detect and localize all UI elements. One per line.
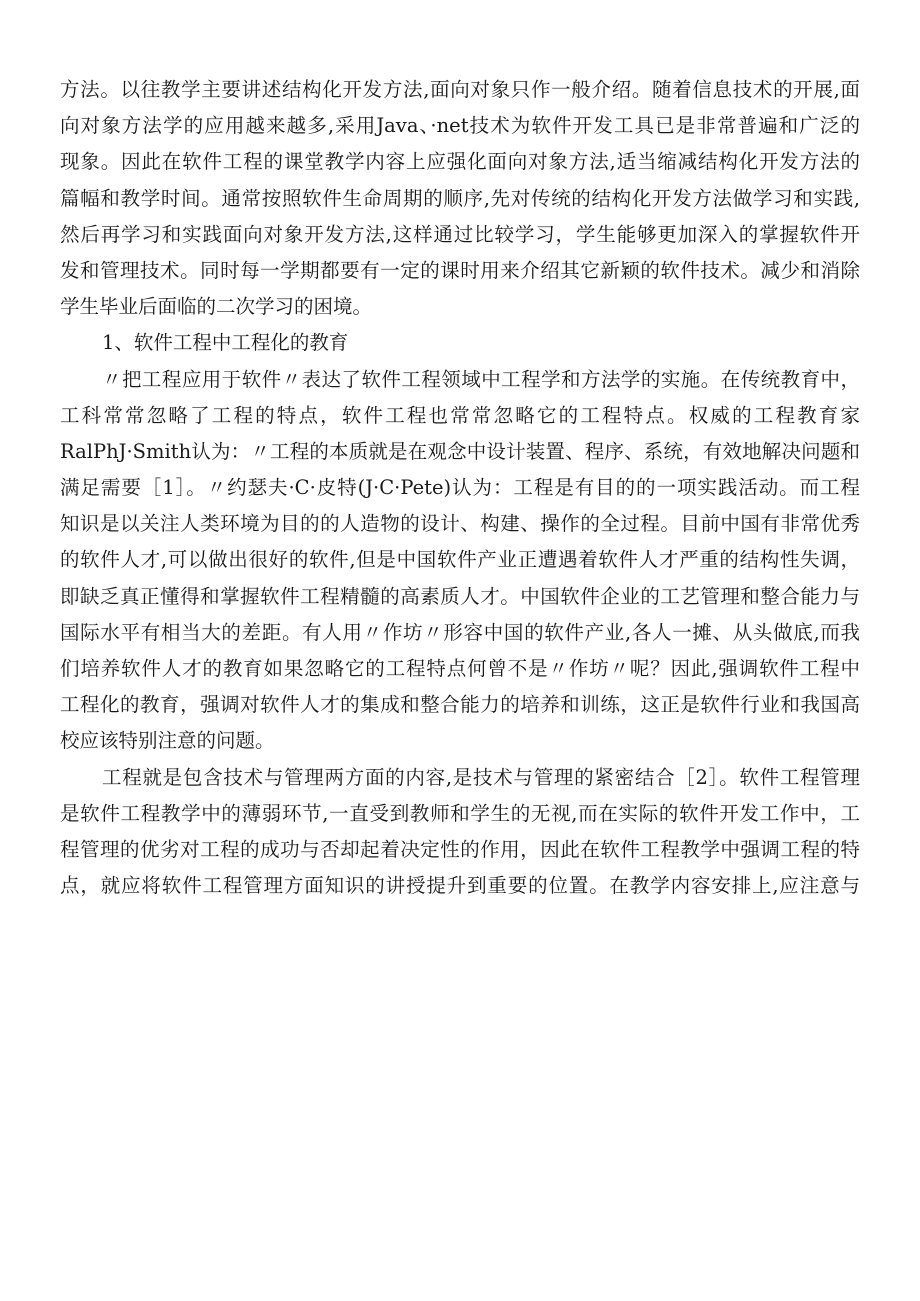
text-line: 方法。以往教学主要讲述结构化开发方法,面向对象只作一般介绍。随着信息技术的开展,面 — [60, 78, 860, 101]
text-line: 然后再学习和实践面向对象开发方法,这样通过比较学习，学生能够更加深入的掌握软件开 — [60, 222, 860, 246]
text-line: 们培养软件人才的教育如果忽略它的工程特点何曾不是〃作坊〃呢？因此,强调软件工程中 — [60, 657, 860, 680]
section-heading — [60, 325, 860, 361]
paragraph-3 — [60, 760, 860, 905]
text-line: 即缺乏真正懂得和掌握软件工程精髓的高素质人才。中国软件企业的工艺管理和整合能力与 — [60, 584, 860, 608]
text-line: 工程化的教育，强调对软件人才的集成和整合能力的培养和训练，这正是软件行业和我国高 — [60, 693, 860, 717]
text-line: 向对象方法学的应用越来越多,采用Java、·net技术为软件开发工具已是非常普遍和广泛的 — [60, 114, 860, 138]
text-line: 程管理的优劣对工程的成功与否却起着决定性的作用，因此在软件工程教学中强调工程的特 — [60, 837, 860, 861]
heading-text: 1、软件工程中工程化的教育 — [102, 331, 349, 355]
text-line: 满足需要［1］。〃约瑟夫·C·皮特(J·C·Pete)认为：工程是有目的的一项实践活动。而工程 — [60, 476, 860, 500]
text-line: 工科常常忽略了工程的特点，软件工程也常常忽略它的工程特点。权威的工程教育家 — [60, 403, 860, 427]
paragraph-2 — [60, 362, 860, 760]
text-line: 学生毕业后面临的二次学习的困境。 — [60, 295, 373, 319]
text-line: 工程就是包含技术与管理两方面的内容,是技术与管理的紧密结合［2］。软件工程管理 — [102, 765, 860, 789]
text-line: 校应该特别注意的问题。 — [60, 729, 275, 753]
text-line: 点，就应将软件工程管理方面知识的讲授提升到重要的位置。在教学内容安排上,应注意与 — [60, 874, 860, 898]
text-line: 知识是以关注人类环境为目的的人造物的设计、构建、操作的全过程。目前中国有非常优秀 — [60, 512, 860, 536]
text-line: 的软件人才,可以做出很好的软件,但是中国软件产业正遭遇着软件人才严重的结构性失调， — [60, 548, 860, 572]
text-line: 篇幅和教学时间。通常按照软件生命周期的顺序,先对传统的结构化开发方法做学习和实践, — [60, 186, 860, 210]
text-line: 现象。因此在软件工程的课堂教学内容上应强化面向对象方法,适当缩减结构化开发方法的 — [60, 150, 860, 174]
text-line: 〃把工程应用于软件〃表达了软件工程领域中工程学和方法学的实施。在传统教育中， — [102, 367, 860, 391]
text-line: RalPhJ·Smith认为：〃工程的本质就是在观念中设计装置、程序、系统，有效地解决问题和 — [60, 439, 860, 463]
text-line: 国际水平有相当大的差距。有人用〃作坊〃形容中国的软件产业,各人一摊、从头做底,而我 — [60, 620, 860, 644]
document-page — [60, 72, 860, 904]
text-line: 发和管理技术。同时每一学期都要有一定的课时用来介绍其它新颖的软件技术。减少和消除 — [60, 258, 860, 282]
text-line: 是软件工程教学中的薄弱环节,一直受到教师和学生的无视,而在实际的软件开发工作中，工 — [60, 801, 860, 825]
paragraph-1 — [60, 72, 860, 325]
